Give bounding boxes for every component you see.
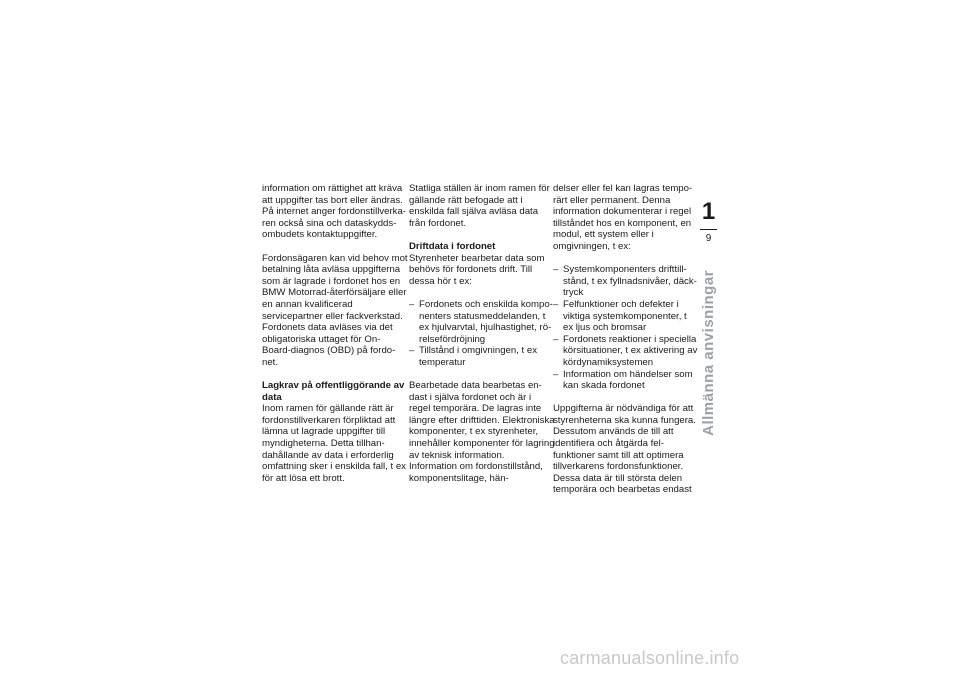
bullet-list <box>553 264 699 392</box>
list-item: – Felfunktioner och defekter i viktiga systemkomponenter, t ex ljus och bromsar <box>553 299 699 334</box>
bullet-list <box>409 299 555 369</box>
page-number: 9 <box>705 233 712 244</box>
chapter-number: 1 <box>701 198 716 225</box>
paragraph: delser eller fel kan lagras temporärt eller permanent. Denna information dokumenterar i regel tillståndet hos en komponent, en modul, ett system eller i omgivningen, t ex: <box>553 183 693 252</box>
paragraph: Styrenheter bearbetar data som behövs för fordonets drift. Till dessa hör t ex: <box>409 252 545 287</box>
paragraph: Inom ramen för gällande rätt är fordonstillverkaren förpliktad att lämna ut lagrade uppgifter till myndigheterna. Detta tillhandahållande av data i erforderlig omfattning sker i enskilda fall, t ex för att lösa ett brott. <box>262 403 406 484</box>
list-item: – Tillstånd i omgivningen, t ex temperatur <box>409 345 555 368</box>
chapter-side-label <box>694 270 722 436</box>
chapter-divider <box>700 229 717 230</box>
list-item: – Fordonets reaktioner i speciella körsituationer, t ex aktivering av kördynamiksystemen <box>553 334 699 369</box>
section-heading: Driftdata i fordonet <box>409 240 496 252</box>
paragraph: information om rättighet att kräva att uppgifter tas bort eller ändras. På internet anger fordonstillverkaren också sina och dataskyddsombudets kontaktuppgifter. <box>262 183 406 241</box>
paragraph: Fordonsägaren kan vid behov mot betalning låta avläsa uppgifterna som är lagrade i fordonet hos en BMW Motorrad-återförsäljare eller en annan kvalificerad servicepartner eller fackverkstad. Fordonets data avläses via det obligatoriska uttaget för On-Board-diagnos (OBD) på fordonet. <box>262 252 408 368</box>
text-column-2 <box>409 183 555 496</box>
chapter-title: Allmänna anvisningar <box>699 270 717 436</box>
list-item: – Information om händelser som kan skada fordonet <box>553 369 699 392</box>
list-item: – Systemkomponenters drifttillstånd, t ex fyllnadsnivåer, däcktryck <box>553 264 699 299</box>
text-column-3 <box>553 183 699 508</box>
list-item: – Fordonets och enskilda komponenters statusmeddelanden, t ex hjulvarvtal, hjulhastighet, rörelsefördröjning <box>409 299 555 345</box>
watermark: carmanualsonline.info <box>560 648 740 668</box>
text-column-1 <box>262 183 408 496</box>
section-heading: Lagkrav på offentliggörande av data <box>262 380 405 403</box>
paragraph: Bearbetade data bearbetas endast i själva fordonet och är i regel temporära. De lagras inte längre efter drifttiden. Elektroniska komponenter, t ex styrenheter, innehåller komponenter för lagring av teknisk information. Information om fordonstillstånd, komponentslitage, hän- <box>409 380 555 484</box>
paragraph: Statliga ställen är inom ramen för gällande rätt befogade att i enskilda fall själva avläsa data från fordonet. <box>409 183 550 229</box>
paragraph: Uppgifterna är nödvändiga för att styrenheterna ska kunna fungera. Dessutom används de till att identifiera och åtgärda felfunktioner samt till att optimera tillverkarens fordonsfunktioner. Dessa data är till största delen temporära och bearbetas endast <box>553 403 696 496</box>
